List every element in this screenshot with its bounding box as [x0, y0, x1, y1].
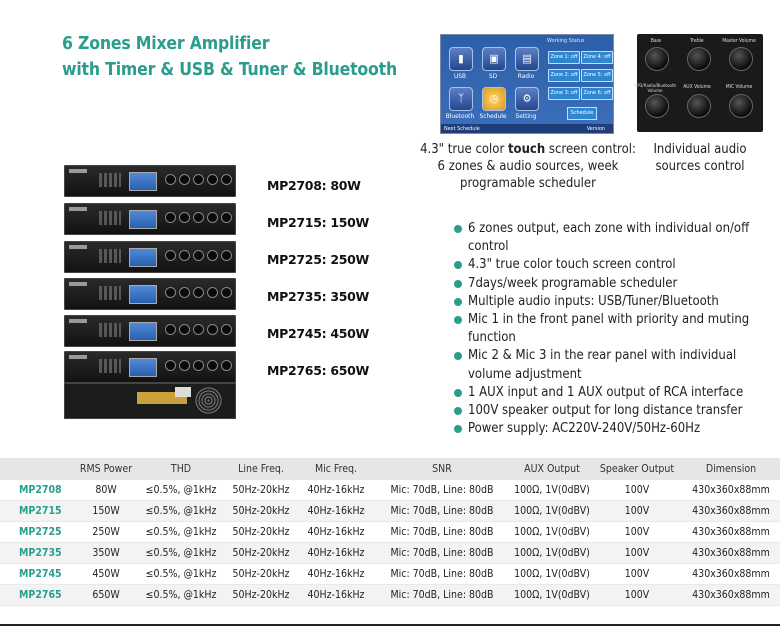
- front-knob-icon: [179, 360, 190, 371]
- table-row: [0, 501, 780, 522]
- spec-cell: 250W: [72, 522, 140, 543]
- spec-cell: ≤0.5%, @1kHz: [140, 543, 222, 564]
- spec-header-cell: Speaker Output: [592, 458, 682, 480]
- bass-knob-icon: [645, 47, 669, 71]
- brand-badge-icon: [69, 319, 87, 323]
- radio-icon: ▤: [515, 47, 539, 71]
- lcd-screen-icon: [129, 358, 157, 377]
- mp3-volume-knob-icon: [645, 94, 669, 118]
- zone-5-button: Zone 5: off: [581, 69, 613, 82]
- lcd-screen-icon: [129, 285, 157, 304]
- app-label-radio: Radio: [517, 72, 535, 80]
- lcd-screen-icon: [129, 248, 157, 267]
- spec-cell: 450W: [72, 564, 140, 585]
- front-buttons-icon: [99, 249, 121, 263]
- screen-caption: [418, 141, 638, 192]
- brand-badge-icon: [69, 245, 87, 249]
- spec-cell: 650W: [72, 585, 140, 606]
- spec-cell: 50Hz-20kHz: [222, 480, 300, 501]
- spec-header-cell: RMS Power: [72, 458, 140, 480]
- amplifier-front-panel-4: [64, 278, 236, 310]
- spec-cell: 40Hz-16kHz: [300, 522, 372, 543]
- app-label-setting: Setting: [515, 112, 537, 120]
- front-knob-icon: [221, 250, 232, 261]
- spec-header-cell: Mic Freq.: [300, 458, 372, 480]
- screen-caption-rest: screen control: 6 zones & audio sources, week programable scheduler: [437, 142, 636, 191]
- spec-cell: 430x360x88mm: [682, 480, 780, 501]
- model-cell: MP2745: [0, 564, 72, 585]
- feature-list: [453, 220, 778, 438]
- front-knob-icon: [193, 287, 204, 298]
- knob-label-mp3-volume: MP3/Radio/Bluetooth Volume: [633, 84, 677, 94]
- version-label: Version: [586, 126, 605, 132]
- sd-card-icon: ▣: [482, 47, 506, 71]
- model-label-mp2715: MP2715: 150W: [267, 215, 370, 230]
- feature-item: 4.3" true color touch screen control: [453, 256, 778, 274]
- knob-label-bass: Bass: [650, 38, 662, 44]
- touch-screen-image: [440, 34, 614, 134]
- title-line-1: 6 Zones Mixer Amplifier: [62, 34, 270, 54]
- spec-header-cell: SNR: [372, 458, 512, 480]
- spec-cell: 350W: [72, 543, 140, 564]
- spec-cell: 100V: [592, 522, 682, 543]
- lcd-screen-icon: [129, 322, 157, 341]
- feature-item: Mic 2 & Mic 3 in the rear panel with individual volume adjustment: [453, 347, 778, 383]
- front-buttons-icon: [99, 286, 121, 300]
- spec-cell: 430x360x88mm: [682, 501, 780, 522]
- spec-cell: 40Hz-16kHz: [300, 564, 372, 585]
- front-knob-icon: [207, 250, 218, 261]
- zone-3-button: Zone 3: off: [548, 87, 580, 100]
- lcd-screen-icon: [129, 210, 157, 229]
- spec-cell: 100Ω, 1V(0dBV): [512, 522, 592, 543]
- table-row: [0, 543, 780, 564]
- knobs-caption: Individual audio sources control: [653, 142, 747, 174]
- spec-cell: 50Hz-20kHz: [222, 501, 300, 522]
- spec-header-cell: Dimension: [682, 458, 780, 480]
- app-label-bluetooth: Bluetooth: [445, 112, 475, 120]
- table-row: [0, 480, 780, 501]
- front-knob-icon: [221, 212, 232, 223]
- volume-knob-panel-image: [633, 34, 763, 132]
- spec-cell: 40Hz-16kHz: [300, 543, 372, 564]
- front-buttons-icon: [99, 173, 121, 187]
- spec-cell: Mic: 70dB, Line: 80dB: [372, 522, 512, 543]
- front-knob-icon: [165, 360, 176, 371]
- gear-icon: ⚙: [515, 87, 539, 111]
- spec-cell: 100V: [592, 501, 682, 522]
- app-label-sd: SD: [488, 72, 498, 80]
- table-row: [0, 585, 780, 606]
- spec-cell: 100V: [592, 585, 682, 606]
- model-label-mp2765: MP2765: 650W: [267, 363, 370, 378]
- model-label-mp2708: MP2708: 80W: [267, 178, 361, 193]
- spec-header-cell: THD: [140, 458, 222, 480]
- front-knob-icon: [207, 360, 218, 371]
- front-knob-icon: [179, 250, 190, 261]
- front-knob-icon: [165, 324, 176, 335]
- spec-cell: 100Ω, 1V(0dBV): [512, 585, 592, 606]
- spec-cell: 100V: [592, 543, 682, 564]
- feature-item: Mic 1 in the front panel with priority and muting function: [453, 311, 778, 347]
- rear-label-icon: [175, 387, 191, 397]
- spec-header-cell: [0, 458, 72, 480]
- spec-cell: ≤0.5%, @1kHz: [140, 564, 222, 585]
- screen-caption-bold: touch: [507, 142, 546, 157]
- model-label-mp2745: MP2745: 450W: [267, 326, 370, 341]
- spec-cell: 40Hz-16kHz: [300, 585, 372, 606]
- brand-badge-icon: [69, 355, 87, 359]
- amplifier-front-panel-6: [64, 351, 236, 383]
- spec-cell: 40Hz-16kHz: [300, 501, 372, 522]
- zone-1-button: Zone 1: off: [548, 51, 580, 64]
- front-knob-icon: [207, 324, 218, 335]
- spec-cell: Mic: 70dB, Line: 80dB: [372, 480, 512, 501]
- brand-badge-icon: [69, 169, 87, 173]
- front-knob-icon: [165, 250, 176, 261]
- master-volume-knob-icon: [729, 47, 753, 71]
- clock-icon: ◷: [482, 87, 506, 111]
- bluetooth-icon: ᛉ: [449, 87, 473, 111]
- title-line-2: with Timer & USB & Tuner & Bluetooth: [62, 60, 397, 80]
- knob-label-aux-volume: AUX Volume: [683, 84, 711, 90]
- front-knob-icon: [207, 174, 218, 185]
- model-cell: MP2725: [0, 522, 72, 543]
- app-label-schedule: Schedule: [479, 112, 507, 120]
- front-knob-icon: [193, 212, 204, 223]
- model-cell: MP2735: [0, 543, 72, 564]
- front-knob-icon: [207, 287, 218, 298]
- model-label-mp2735: MP2735: 350W: [267, 289, 370, 304]
- spec-cell: ≤0.5%, @1kHz: [140, 480, 222, 501]
- spec-header-cell: Line Freq.: [222, 458, 300, 480]
- spec-cell: Mic: 70dB, Line: 80dB: [372, 564, 512, 585]
- knob-label-treble: Treble: [690, 38, 704, 44]
- lcd-screen-icon: [129, 172, 157, 191]
- spec-cell: ≤0.5%, @1kHz: [140, 522, 222, 543]
- front-knob-icon: [165, 287, 176, 298]
- front-knob-icon: [207, 212, 218, 223]
- feature-item: Power supply: AC220V-240V/50Hz-60Hz: [453, 420, 778, 438]
- spec-table: [0, 458, 780, 606]
- spec-cell: 430x360x88mm: [682, 564, 780, 585]
- zone-4-button: Zone 4: off: [581, 51, 613, 64]
- feature-item: 7days/week programable scheduler: [453, 275, 778, 293]
- spec-cell: ≤0.5%, @1kHz: [140, 501, 222, 522]
- brand-badge-icon: [69, 207, 87, 211]
- spec-cell: Mic: 70dB, Line: 80dB: [372, 585, 512, 606]
- front-buttons-icon: [99, 359, 121, 373]
- front-knob-icon: [193, 174, 204, 185]
- spec-cell: 430x360x88mm: [682, 522, 780, 543]
- front-knob-icon: [165, 212, 176, 223]
- table-row: [0, 564, 780, 585]
- amplifier-front-panel-2: [64, 203, 236, 235]
- feature-item: 100V speaker output for long distance transfer: [453, 402, 778, 420]
- spec-cell: 150W: [72, 501, 140, 522]
- zone-2-button: Zone 2: off: [548, 69, 580, 82]
- feature-item: 1 AUX input and 1 AUX output of RCA interface: [453, 384, 778, 402]
- spec-cell: Mic: 70dB, Line: 80dB: [372, 543, 512, 564]
- knob-label-mic-volume: MIC Volume: [725, 84, 753, 90]
- app-label-usb: USB: [453, 72, 466, 80]
- model-cell: MP2708: [0, 480, 72, 501]
- spec-cell: 100Ω, 1V(0dBV): [512, 480, 592, 501]
- treble-knob-icon: [687, 47, 711, 71]
- schedule-button: Schedule: [567, 107, 597, 120]
- spec-header-row: [0, 458, 780, 480]
- front-knob-icon: [165, 174, 176, 185]
- front-knob-icon: [221, 324, 232, 335]
- spec-cell: ≤0.5%, @1kHz: [140, 585, 222, 606]
- front-knob-icon: [221, 287, 232, 298]
- front-knob-icon: [193, 250, 204, 261]
- spec-cell: 50Hz-20kHz: [222, 522, 300, 543]
- spec-header-cell: AUX Output: [512, 458, 592, 480]
- spec-cell: 50Hz-20kHz: [222, 585, 300, 606]
- spec-cell: 100V: [592, 480, 682, 501]
- mic-volume-knob-icon: [729, 94, 753, 118]
- front-knob-icon: [193, 324, 204, 335]
- cooling-fan-icon: [195, 387, 222, 414]
- spec-cell: 40Hz-16kHz: [300, 480, 372, 501]
- spec-cell: 100Ω, 1V(0dBV): [512, 543, 592, 564]
- amplifier-front-panel-3: [64, 241, 236, 273]
- amplifier-rear-panel-image: [64, 383, 236, 419]
- screen-caption-part: 4.3" true color: [420, 142, 508, 157]
- table-row: [0, 522, 780, 543]
- front-knob-icon: [221, 174, 232, 185]
- front-knob-icon: [193, 360, 204, 371]
- aux-volume-knob-icon: [687, 94, 711, 118]
- usb-icon: ▮: [449, 47, 473, 71]
- spec-cell: 100Ω, 1V(0dBV): [512, 501, 592, 522]
- knob-label-master-volume: Master Volume: [722, 38, 756, 44]
- bottom-rule: [0, 624, 780, 626]
- spec-cell: 50Hz-20kHz: [222, 543, 300, 564]
- spec-cell: 430x360x88mm: [682, 543, 780, 564]
- front-knob-icon: [179, 324, 190, 335]
- zone-6-button: Zone 6: off: [581, 87, 613, 100]
- feature-item: Multiple audio inputs: USB/Tuner/Bluetooth: [453, 293, 778, 311]
- spec-cell: 80W: [72, 480, 140, 501]
- amplifier-front-panel-1: [64, 165, 236, 197]
- front-knob-icon: [221, 360, 232, 371]
- spec-cell: 430x360x88mm: [682, 585, 780, 606]
- model-cell: MP2765: [0, 585, 72, 606]
- spec-cell: 50Hz-20kHz: [222, 564, 300, 585]
- feature-item: 6 zones output, each zone with individual on/off control: [453, 220, 778, 256]
- spec-cell: 100V: [592, 564, 682, 585]
- spec-cell: 100Ω, 1V(0dBV): [512, 564, 592, 585]
- front-knob-icon: [179, 287, 190, 298]
- model-label-mp2725: MP2725: 250W: [267, 252, 370, 267]
- model-cell: MP2715: [0, 501, 72, 522]
- next-schedule-label: Next Schedule: [444, 126, 480, 132]
- front-buttons-icon: [99, 323, 121, 337]
- brand-badge-icon: [69, 282, 87, 286]
- front-knob-icon: [179, 212, 190, 223]
- front-buttons-icon: [99, 211, 121, 225]
- spec-cell: Mic: 70dB, Line: 80dB: [372, 501, 512, 522]
- front-knob-icon: [179, 174, 190, 185]
- working-status-label: Working Status: [547, 38, 585, 44]
- amplifier-front-panel-5: [64, 315, 236, 347]
